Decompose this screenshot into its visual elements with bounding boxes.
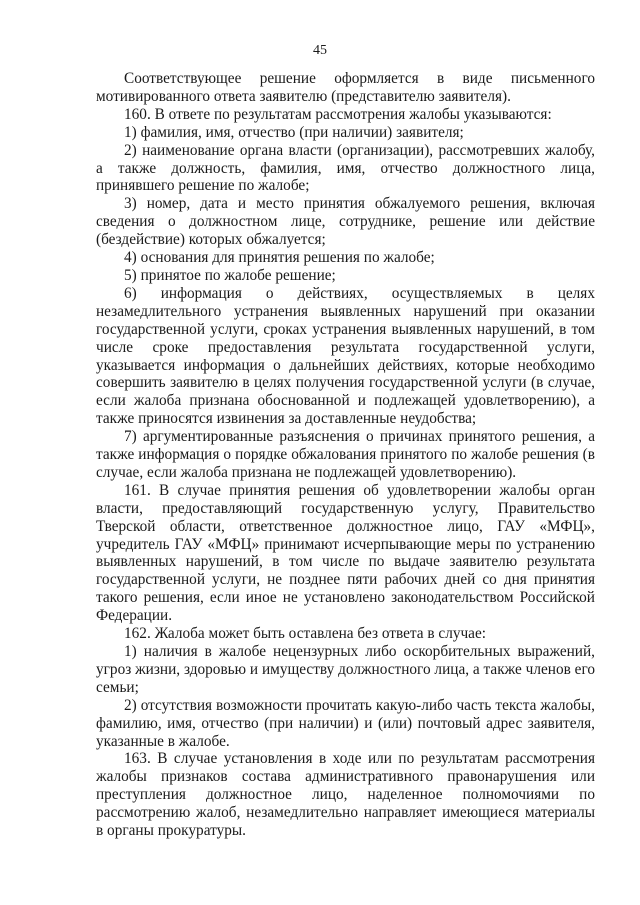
list-item-160-2: 2) наименование органа власти (организации), рассмотревших жалобу, а также должность, фамилия, имя, отчество должностного лица, принявшего решение по жалобе; bbox=[96, 141, 595, 195]
paragraph-162: 162. Жалоба может быть оставлена без ответа в случае: bbox=[124, 625, 487, 643]
list-item-160-5: 5) принятое по жалобе решение; bbox=[124, 266, 336, 284]
list-item-160-7: 7) аргументированные разъяснения о причинах принятого решения, а также информация о порядке обжалования принятого по жалобе решения (в случае, если жалоба признана не подлежащей удовлетворению). bbox=[96, 428, 595, 481]
list-item-160-4: 4) основания для принятия решения по жалобе; bbox=[124, 249, 435, 267]
page-number: 45 bbox=[313, 43, 327, 58]
list-item-160-6: 6) информация о действиях, осуществляемых в целях незамедлительного устранения выявленных нарушений при оказании государственной услуги, сроках устранения выявленных нарушений, в том числе сроке предоставления результата государственной услуги, указывается информация о дальнейших действиях, которые необходимо совершить заявителю в целях получения государственной услуги (в случае, если жалоба признана обоснованной и подлежащей удовлетворению), а также приносятся извинения за доставленные неудобства; bbox=[96, 284, 595, 428]
paragraph-163: 163. В случае установления в ходе или по результатам рассмотрения жалобы признаков состава административного правонарушения или преступления должностное лицо, наделенное полномочиями по рассмотрению жалоб, незамедлительно направляет имеющиеся материалы в органы прокуратуры. bbox=[96, 750, 595, 840]
list-item-162-1: 1) наличия в жалобе нецензурных либо оскорбительных выражений, угроз жизни, здоровью и имуществу должностного лица, а также членов его семьи; bbox=[96, 643, 595, 696]
document-body bbox=[96, 70, 595, 840]
paragraph-161: 161. В случае принятия решения об удовлетворении жалобы орган власти, предоставляющий государственную услугу, Правительство Тверской области, ответственное должностное лицо, ГАУ «МФЦ», учредитель ГАУ «МФЦ» принимают исчерпывающие меры по устранению выявленных нарушений, в том числе по выдаче заявителю результата государственной услуги, не позднее пяти рабочих дней со дня принятия такого решения, если иное не установлено законодательством Российской Федерации. bbox=[96, 481, 595, 625]
list-item-160-1: 1) фамилия, имя, отчество (при наличии) заявителя; bbox=[124, 123, 464, 141]
paragraph-160: 160. В ответе по результатам рассмотрения жалобы указываются: bbox=[124, 105, 552, 123]
list-item-160-3: 3) номер, дата и место принятия обжалуемого решения, включая сведения о должностном лице, сотруднике, решение или действие (бездействие) которых обжалуется; bbox=[96, 195, 595, 249]
paragraph-decision-form: Соответствующее решение оформляется в виде письменного мотивированного ответа заявителю (представителю заявителя). bbox=[96, 70, 595, 105]
list-item-162-2: 2) отсутствия возможности прочитать какую-либо часть текста жалобы, фамилию, имя, отчество (при наличии) и (или) почтовый адрес заявителя, указанные в жалобе. bbox=[96, 696, 595, 750]
